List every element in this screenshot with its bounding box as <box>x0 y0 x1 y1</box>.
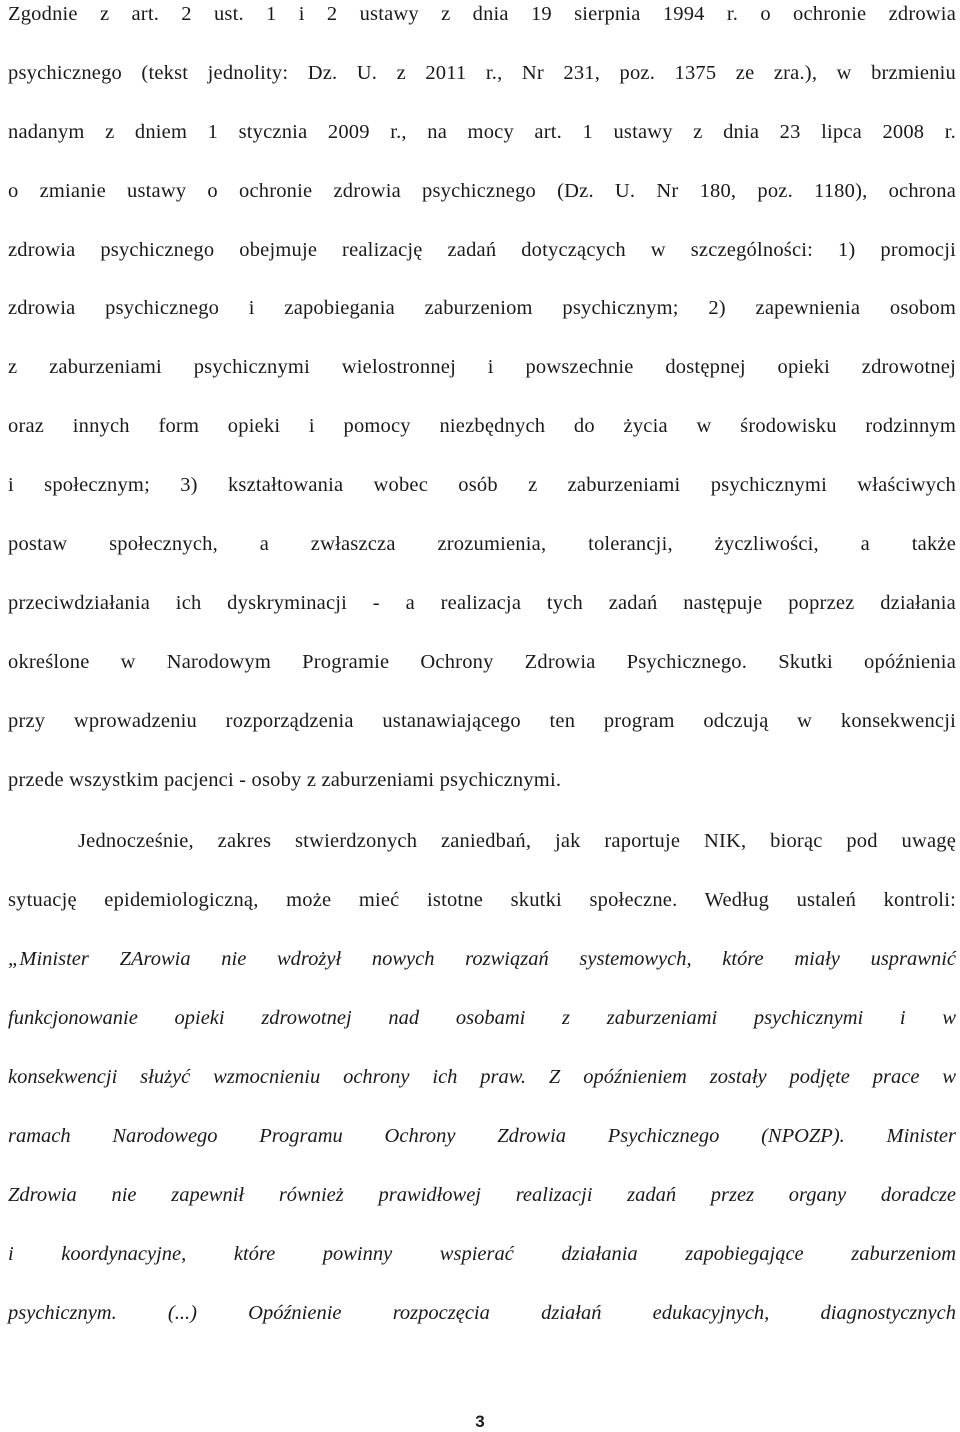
text-line: psychicznego (tekst jednolity: Dz. U. z 2011 r., Nr 231, poz. 1375 ze zra.), w brzmieniu <box>8 62 956 84</box>
quote-line: „Minister ZArowia nie wdrożył nowych rozwiązań systemowych, które miały usprawnić <box>8 948 956 970</box>
text-line: sytuację epidemiologiczną, może mieć istotne skutki społeczne. Według ustaleń kontroli: <box>8 889 956 911</box>
text-line: przy wprowadzeniu rozporządzenia ustanawiającego ten program odczują w konsekwencji <box>8 710 956 732</box>
text-line: oraz innych form opieki i pomocy niezbędnych do życia w środowisku rodzinnym <box>8 415 956 437</box>
text-line: nadanym z dniem 1 stycznia 2009 r., na mocy art. 1 ustawy z dnia 23 lipca 2008 r. <box>8 121 956 143</box>
quote-line: i koordynacyjne, które powinny wspierać działania zapobiegające zaburzeniom <box>8 1243 956 1265</box>
quote-line: funkcjonowanie opieki zdrowotnej nad osobami z zaburzeniami psychicznymi i w <box>8 1007 956 1029</box>
text-line: i społecznym; 3) kształtowania wobec osób z zaburzeniami psychicznymi właściwych <box>8 474 956 496</box>
text-line: postaw społecznych, a zwłaszcza zrozumienia, tolerancji, życzliwości, a także <box>8 533 956 555</box>
text-line: z zaburzeniami psychicznymi wielostronnej i powszechnie dostępnej opieki zdrowotnej <box>8 356 956 378</box>
quote-line: Zdrowia nie zapewnił również prawidłowej realizacji zadań przez organy doradcze <box>8 1184 956 1206</box>
text-line: zdrowia psychicznego i zapobiegania zaburzeniom psychicznym; 2) zapewnienia osobom <box>8 297 956 319</box>
text-line: Jednocześnie, zakres stwierdzonych zaniedbań, jak raportuje NIK, biorąc pod uwagę <box>78 830 956 852</box>
text-line: przede wszystkim pacjenci - osoby z zaburzeniami psychicznymi. <box>8 769 562 791</box>
text-line: określone w Narodowym Programie Ochrony Zdrowia Psychicznego. Skutki opóźnienia <box>8 651 956 673</box>
quote-line: ramach Narodowego Programu Ochrony Zdrowia Psychicznego (NPOZP). Minister <box>8 1125 956 1147</box>
text-line: zdrowia psychicznego obejmuje realizację zadań dotyczących w szczególności: 1) promocji <box>8 239 956 261</box>
page-number: 3 <box>475 1412 485 1431</box>
quote-line: psychicznym. (...) Opóźnienie rozpoczęcia działań edukacyjnych, diagnostycznych <box>8 1302 956 1324</box>
text-line: Zgodnie z art. 2 ust. 1 i 2 ustawy z dnia 19 sierpnia 1994 r. o ochronie zdrowia <box>8 3 956 25</box>
text-line: przeciwdziałania ich dyskryminacji - a realizacja tych zadań następuje poprzez działania <box>8 592 956 614</box>
quote-line: konsekwencji służyć wzmocnieniu ochrony ich praw. Z opóźnieniem zostały podjęte prace w <box>8 1066 956 1088</box>
text-line: o zmianie ustawy o ochronie zdrowia psychicznego (Dz. U. Nr 180, poz. 1180), ochrona <box>8 180 956 202</box>
